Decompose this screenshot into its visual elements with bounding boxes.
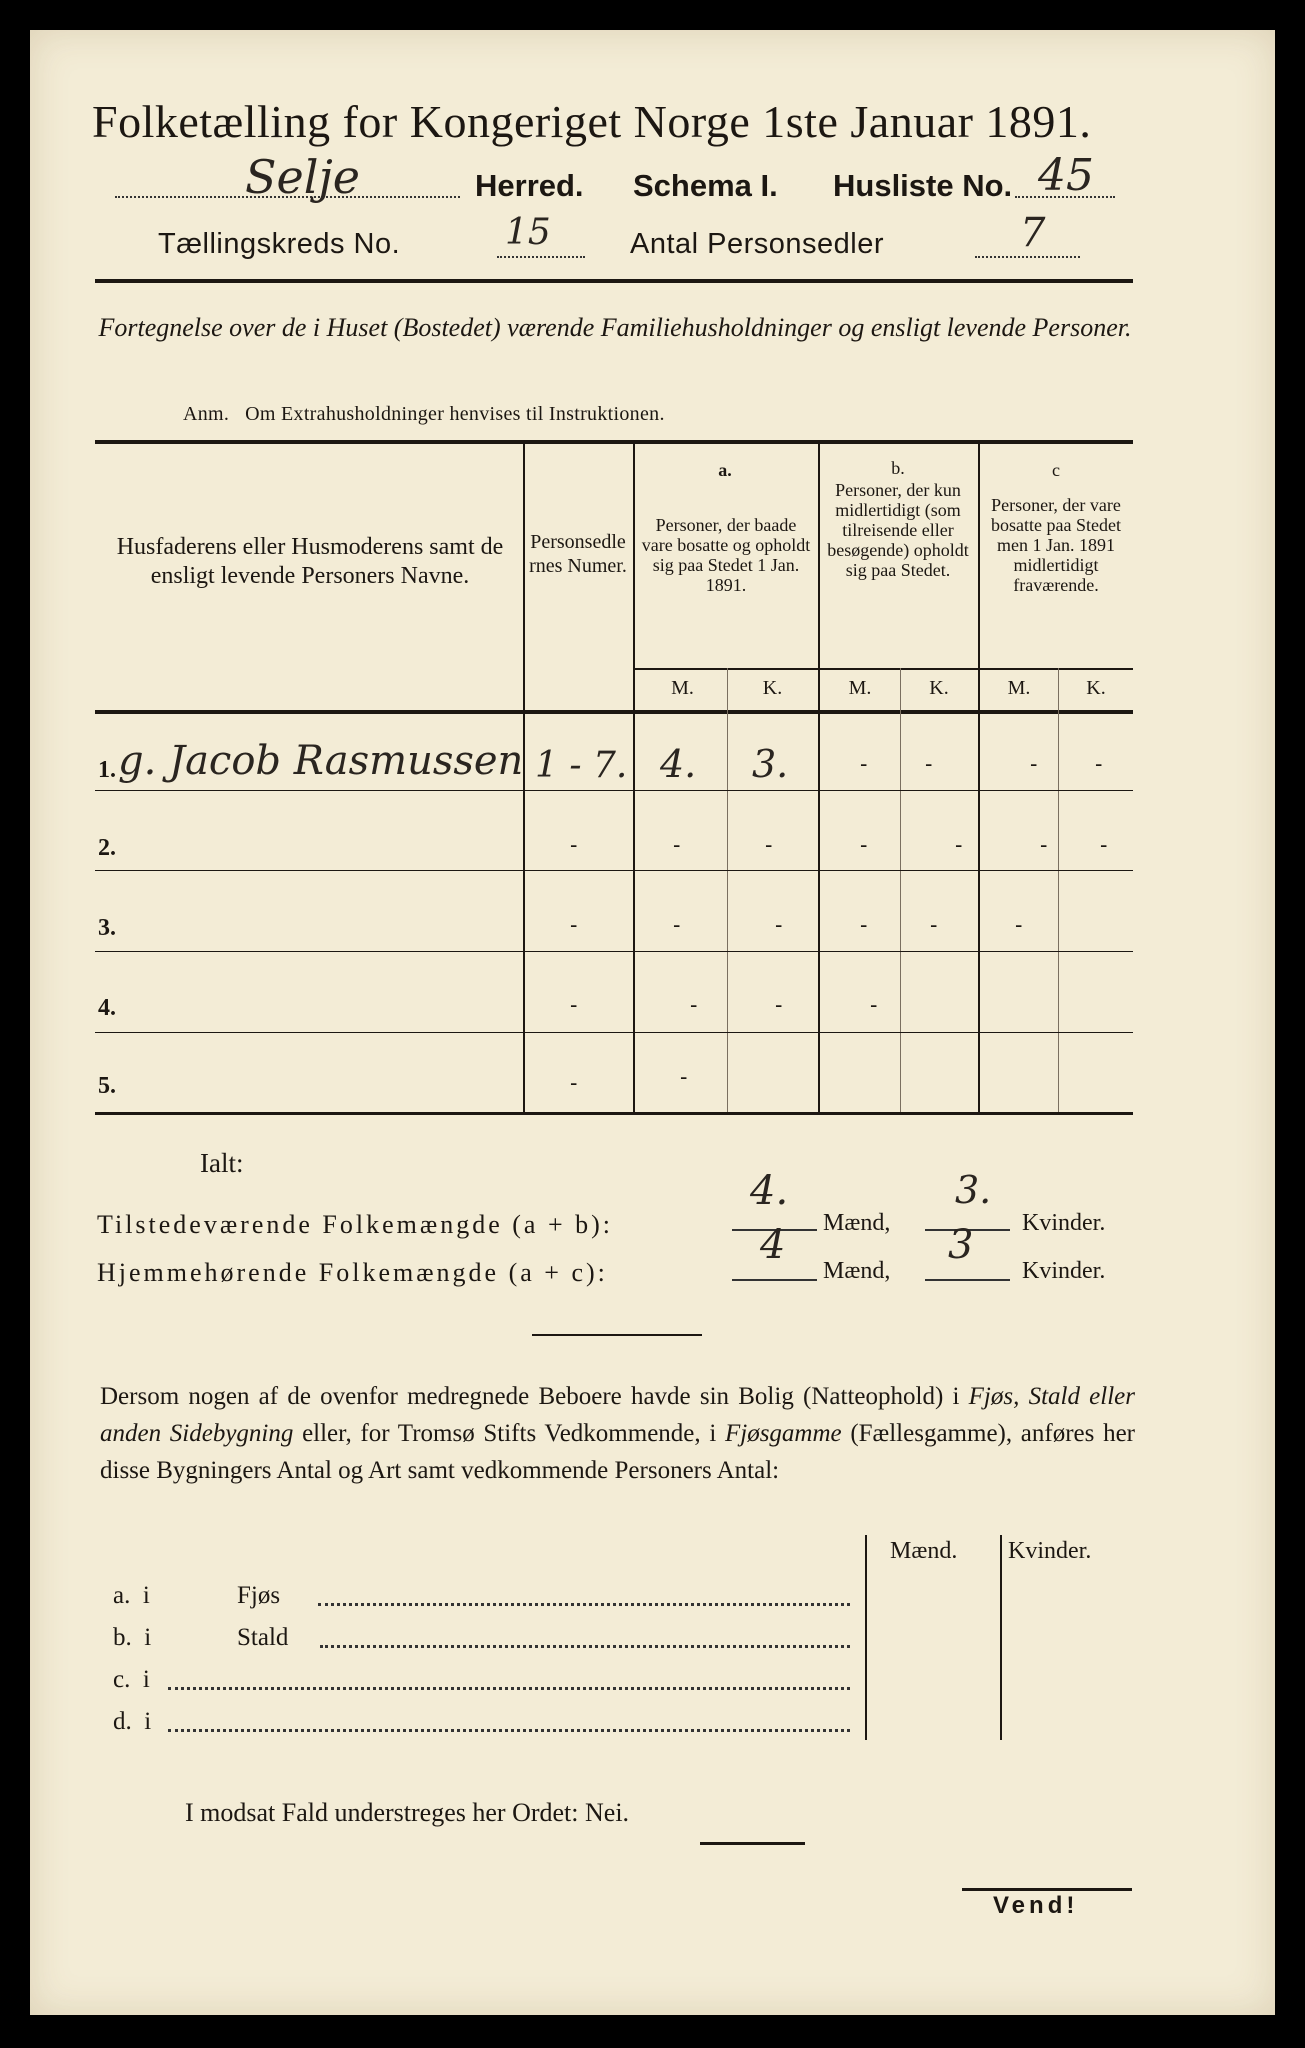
antal-value: 7 bbox=[1020, 210, 1046, 256]
col-divider-2 bbox=[633, 444, 635, 1112]
row-3-num: 3. bbox=[98, 915, 116, 941]
hjemme-m-value: 4 bbox=[760, 1222, 786, 1268]
col-c-k: K. bbox=[1086, 677, 1106, 699]
husliste-label: Husliste No. bbox=[833, 168, 1013, 203]
table-bottom-rule bbox=[95, 1112, 1133, 1115]
building-d-prep: i bbox=[144, 1708, 152, 1735]
building-d-letter: d. bbox=[113, 1708, 132, 1735]
building-b-prep: i bbox=[144, 1624, 152, 1651]
buildings-text-3: eller, for Tromsø Stifts Vedkommende, i bbox=[293, 1420, 725, 1447]
buildings-text-4: Fjøsgamme bbox=[724, 1420, 842, 1447]
kvinder-column-header: Kvinder. bbox=[1008, 1538, 1092, 1564]
building-b-name: Stald bbox=[237, 1624, 289, 1651]
hjemme-maend: Mænd, bbox=[823, 1258, 891, 1284]
hjemme-k-line bbox=[925, 1279, 1010, 1281]
buildings-divider-2 bbox=[1000, 1535, 1002, 1740]
building-c-dots bbox=[168, 1687, 850, 1690]
row-2-b-m: - bbox=[860, 833, 868, 858]
col-a-letter: a. bbox=[718, 460, 732, 480]
row-1-b-k: - bbox=[925, 752, 933, 777]
row-4-sedler: - bbox=[570, 993, 578, 1018]
row-2-c-m: - bbox=[1040, 833, 1048, 858]
buildings-text-5: (Fællesgamme), anføres her disse Bygningers Antal og Art samt vedkommende Personers Antal: bbox=[100, 1420, 1135, 1484]
building-a-prep: i bbox=[142, 1582, 150, 1609]
col-c-m: M. bbox=[1007, 677, 1031, 699]
hjemme-m-line bbox=[732, 1279, 817, 1281]
row-1-a-m: 4. bbox=[660, 742, 697, 786]
col-a-k: K. bbox=[762, 677, 783, 699]
row-2-sedler: - bbox=[570, 833, 578, 858]
building-c bbox=[113, 1666, 150, 1694]
vend-rule bbox=[962, 1888, 1132, 1891]
row-3-b-k: - bbox=[930, 913, 938, 938]
hjemme-kvinder: Kvinder. bbox=[1022, 1258, 1106, 1284]
row-3-b-m: - bbox=[860, 913, 868, 938]
col-c-letter: c bbox=[1052, 460, 1060, 480]
anm-text: Om Extrahusholdninger henvises til Instruktionen. bbox=[245, 403, 665, 425]
row-1-b-m: - bbox=[860, 752, 868, 777]
row-5-num: 5. bbox=[98, 1073, 116, 1099]
row-5-sedler: - bbox=[570, 1071, 578, 1096]
antal-dotted-line bbox=[975, 256, 1080, 258]
tilstede-k-value: 3. bbox=[955, 1168, 992, 1212]
anm-note bbox=[183, 403, 665, 426]
row-sep-2 bbox=[95, 870, 1133, 871]
col-a-m: M. bbox=[671, 677, 694, 699]
building-c-letter: c. bbox=[113, 1666, 131, 1693]
building-d-dots bbox=[168, 1729, 850, 1732]
col-b-mk-divider bbox=[900, 668, 901, 1112]
row-sep-3 bbox=[95, 951, 1133, 952]
row-4-num: 4. bbox=[98, 995, 116, 1021]
row-5-a-m: - bbox=[680, 1065, 688, 1090]
herred-value: Selje bbox=[245, 150, 360, 204]
col-divider-4 bbox=[978, 444, 980, 1112]
kreds-label: Tællingskreds No. bbox=[158, 228, 401, 260]
row-2-c-k: - bbox=[1100, 833, 1108, 858]
hjemme-label: Hjemmehørende Folkemængde (a + c): bbox=[97, 1258, 608, 1287]
kreds-value: 15 bbox=[505, 212, 551, 253]
husliste-value: 45 bbox=[1038, 150, 1094, 201]
col-c-header: Personer, der vare bosatte paa Stedet men 1 Jan. 1891 midlertidigt fraværende. bbox=[991, 495, 1121, 595]
hjemme-k-value: 3 bbox=[948, 1222, 974, 1268]
row-1-num: 1. bbox=[98, 757, 116, 783]
modsat-note: I modsat Fald understreges her Ordet: Nei. bbox=[185, 1798, 630, 1827]
building-a bbox=[113, 1582, 150, 1610]
row-2-num: 2. bbox=[98, 835, 116, 861]
col-num-header: Personsedlernes Numer. bbox=[529, 531, 627, 577]
nei-underline bbox=[700, 1842, 805, 1845]
col-c-mk-divider bbox=[1058, 668, 1059, 1112]
building-c-prep: i bbox=[142, 1666, 150, 1693]
tilstede-label: Tilstedeværende Folkemængde (a + b): bbox=[97, 1210, 613, 1239]
building-b-dots bbox=[320, 1645, 850, 1648]
building-a-letter: a. bbox=[113, 1582, 131, 1609]
maend-column-header: Mænd. bbox=[890, 1538, 958, 1564]
section-divider bbox=[532, 1334, 702, 1336]
row-1-sedler: 1 - 7. bbox=[535, 745, 628, 786]
col-b-k: K. bbox=[929, 677, 949, 699]
col-b-m: M. bbox=[848, 677, 872, 699]
row-3-c-m: - bbox=[1015, 913, 1023, 938]
anm-label: Anm. bbox=[183, 403, 230, 425]
col-b-header: Personer, der kun midlertidigt (som tilreisende eller besøgende) opholdt sig paa Stedet. bbox=[827, 480, 969, 580]
col-name-header: Husfaderens eller Husmoderens samt de ensligt levende Personers Navne. bbox=[116, 534, 504, 589]
row-4-b-m: - bbox=[870, 993, 878, 1018]
row-2-a-k: - bbox=[765, 833, 773, 858]
schema-label: Schema I. bbox=[633, 168, 778, 203]
herred-label: Herred. bbox=[475, 168, 584, 203]
building-b bbox=[113, 1624, 151, 1652]
row-1-name: g. Jacob Rasmussen bbox=[118, 738, 524, 784]
row-2-a-m: - bbox=[673, 833, 681, 858]
row-1-c-m: - bbox=[1030, 752, 1038, 777]
row-1-a-k: 3. bbox=[752, 742, 789, 786]
row-4-a-m: - bbox=[690, 993, 698, 1018]
col-a-mk-divider bbox=[727, 668, 728, 1112]
antal-label: Antal Personsedler bbox=[630, 228, 885, 260]
col-b-letter: b. bbox=[891, 458, 905, 478]
buildings-text-2: Fjøs, Stald eller anden Sidebygning bbox=[100, 1383, 1135, 1447]
buildings-divider-1 bbox=[865, 1535, 867, 1740]
row-3-a-k: - bbox=[775, 913, 783, 938]
building-d bbox=[113, 1708, 151, 1736]
row-3-sedler: - bbox=[570, 913, 578, 938]
row-1-c-k: - bbox=[1095, 752, 1103, 777]
row-4-a-k: - bbox=[775, 993, 783, 1018]
vend-label: Vend! bbox=[993, 1892, 1079, 1919]
col-divider-3 bbox=[818, 444, 820, 1112]
tilstede-maend: Mænd, bbox=[823, 1210, 891, 1236]
kreds-dotted-line bbox=[497, 256, 585, 258]
building-a-dots bbox=[318, 1603, 850, 1606]
row-sep-4 bbox=[95, 1032, 1133, 1033]
buildings-text-1: Dersom nogen af de ovenfor medregnede Beboere havde sin Bolig (Natteophold) i bbox=[100, 1383, 969, 1410]
tilstede-kvinder: Kvinder. bbox=[1022, 1210, 1106, 1236]
building-b-letter: b. bbox=[113, 1624, 132, 1651]
buildings-paragraph bbox=[100, 1378, 1135, 1489]
row-sep-1 bbox=[95, 790, 1133, 791]
intro-heading: Fortegnelse over de i Huset (Bostedet) værende Familiehusholdninger og ensligt levende Personer. bbox=[98, 313, 1132, 342]
col-a-header: Personer, der baade vare bosatte og opholdt sig paa Stedet 1 Jan. 1891. bbox=[641, 515, 811, 595]
row-2-b-k: - bbox=[955, 833, 963, 858]
building-a-name: Fjøs bbox=[237, 1582, 281, 1609]
tilstede-m-value: 4. bbox=[750, 1168, 789, 1214]
ialt-label: Ialt: bbox=[200, 1148, 244, 1178]
header-rule bbox=[95, 279, 1133, 283]
row-3-a-m: - bbox=[673, 913, 681, 938]
form-title: Folketælling for Kongeriget Norge 1ste Januar 1891. bbox=[92, 96, 1092, 147]
